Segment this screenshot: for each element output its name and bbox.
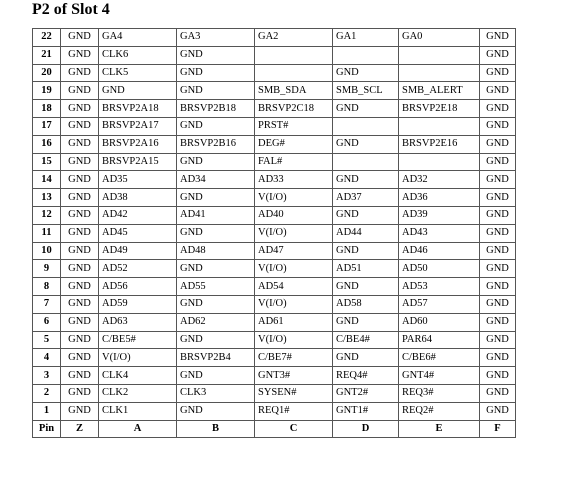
cell-f: GND	[480, 117, 516, 135]
cell-b: GND	[177, 402, 255, 420]
table-row	[33, 224, 516, 242]
page-title: P2 of Slot 4	[32, 1, 110, 18]
table-row	[33, 206, 516, 224]
cell-a: BRSVP2A16	[99, 135, 177, 153]
cell-pin: 3	[33, 367, 61, 385]
cell-f: GND	[480, 278, 516, 296]
cell-b: GND	[177, 331, 255, 349]
cell-e: AD43	[399, 224, 480, 242]
cell-b: GND	[177, 82, 255, 100]
cell-a: AD49	[99, 242, 177, 260]
cell-c: V(I/O)	[255, 224, 333, 242]
table-body	[33, 29, 516, 438]
cell-b: GND	[177, 224, 255, 242]
cell-a: C/BE5#	[99, 331, 177, 349]
table-row	[33, 295, 516, 313]
cell-c: AD40	[255, 206, 333, 224]
cell-e: GNT4#	[399, 367, 480, 385]
cell-e: AD32	[399, 171, 480, 189]
cell-c: V(I/O)	[255, 189, 333, 207]
cell-b: GND	[177, 189, 255, 207]
cell-f: GND	[480, 384, 516, 402]
table-row	[33, 171, 516, 189]
cell-d: AD44	[333, 224, 399, 242]
cell-pin: 18	[33, 100, 61, 118]
cell-a: GND	[99, 82, 177, 100]
table-row	[33, 331, 516, 349]
cell-c: GA2	[255, 29, 333, 47]
column-header-f: F	[480, 420, 516, 438]
cell-f: GND	[480, 171, 516, 189]
cell-b: BRSVP2B18	[177, 100, 255, 118]
cell-f: GND	[480, 313, 516, 331]
cell-b: BRSVP2B16	[177, 135, 255, 153]
cell-d: GNT2#	[333, 384, 399, 402]
cell-z: GND	[61, 206, 99, 224]
cell-c: REQ1#	[255, 402, 333, 420]
table-row	[33, 313, 516, 331]
cell-pin: 9	[33, 260, 61, 278]
cell-z: GND	[61, 117, 99, 135]
cell-c: AD33	[255, 171, 333, 189]
cell-a: AD35	[99, 171, 177, 189]
cell-d: GND	[333, 242, 399, 260]
column-header-e: E	[399, 420, 480, 438]
cell-pin: 16	[33, 135, 61, 153]
cell-e	[399, 46, 480, 64]
cell-d: C/BE4#	[333, 331, 399, 349]
cell-a: CLK6	[99, 46, 177, 64]
cell-d	[333, 117, 399, 135]
cell-f: GND	[480, 153, 516, 171]
cell-e: AD46	[399, 242, 480, 260]
cell-d: GND	[333, 64, 399, 82]
cell-pin: 2	[33, 384, 61, 402]
cell-e: C/BE6#	[399, 349, 480, 367]
column-header-c: C	[255, 420, 333, 438]
cell-b: GND	[177, 295, 255, 313]
column-header-z: Z	[61, 420, 99, 438]
cell-z: GND	[61, 100, 99, 118]
cell-e: AD36	[399, 189, 480, 207]
cell-f: GND	[480, 224, 516, 242]
cell-z: GND	[61, 349, 99, 367]
cell-z: GND	[61, 402, 99, 420]
cell-b: GND	[177, 260, 255, 278]
cell-d: AD37	[333, 189, 399, 207]
cell-b: AD62	[177, 313, 255, 331]
cell-f: GND	[480, 206, 516, 224]
cell-pin: 17	[33, 117, 61, 135]
cell-pin: 7	[33, 295, 61, 313]
table-row	[33, 153, 516, 171]
cell-c: BRSVP2C18	[255, 100, 333, 118]
cell-z: GND	[61, 242, 99, 260]
column-header-row	[33, 420, 516, 438]
cell-d: GND	[333, 171, 399, 189]
cell-c: PRST#	[255, 117, 333, 135]
cell-c: GNT3#	[255, 367, 333, 385]
cell-e: AD57	[399, 295, 480, 313]
cell-f: GND	[480, 135, 516, 153]
cell-e: AD39	[399, 206, 480, 224]
cell-a: CLK4	[99, 367, 177, 385]
cell-z: GND	[61, 153, 99, 171]
cell-c: AD54	[255, 278, 333, 296]
table-row	[33, 402, 516, 420]
cell-c	[255, 64, 333, 82]
column-header-b: B	[177, 420, 255, 438]
cell-z: GND	[61, 295, 99, 313]
cell-b: AD41	[177, 206, 255, 224]
cell-a: BRSVP2A17	[99, 117, 177, 135]
table-row	[33, 278, 516, 296]
cell-pin: 19	[33, 82, 61, 100]
cell-z: GND	[61, 82, 99, 100]
cell-d: GND	[333, 100, 399, 118]
cell-c: AD61	[255, 313, 333, 331]
cell-b: GND	[177, 46, 255, 64]
cell-f: GND	[480, 260, 516, 278]
cell-pin: 8	[33, 278, 61, 296]
cell-e: PAR64	[399, 331, 480, 349]
cell-pin: 10	[33, 242, 61, 260]
table-row	[33, 100, 516, 118]
cell-c: AD47	[255, 242, 333, 260]
cell-f: GND	[480, 82, 516, 100]
cell-d: GNT1#	[333, 402, 399, 420]
cell-pin: 1	[33, 402, 61, 420]
cell-z: GND	[61, 135, 99, 153]
cell-d: GND	[333, 313, 399, 331]
cell-a: AD42	[99, 206, 177, 224]
cell-z: GND	[61, 331, 99, 349]
table-row	[33, 242, 516, 260]
cell-a: AD38	[99, 189, 177, 207]
cell-z: GND	[61, 171, 99, 189]
cell-pin: 11	[33, 224, 61, 242]
cell-z: GND	[61, 367, 99, 385]
cell-a: CLK2	[99, 384, 177, 402]
pin-assignment-table	[32, 28, 516, 438]
cell-f: GND	[480, 242, 516, 260]
cell-b: GA3	[177, 29, 255, 47]
cell-pin: 6	[33, 313, 61, 331]
cell-a: BRSVP2A15	[99, 153, 177, 171]
cell-pin: 21	[33, 46, 61, 64]
cell-z: GND	[61, 64, 99, 82]
cell-pin: 14	[33, 171, 61, 189]
cell-e	[399, 117, 480, 135]
cell-e: SMB_ALERT	[399, 82, 480, 100]
cell-c: SYSEN#	[255, 384, 333, 402]
cell-pin: 4	[33, 349, 61, 367]
cell-d: SMB_SCL	[333, 82, 399, 100]
cell-e	[399, 64, 480, 82]
cell-d: GND	[333, 135, 399, 153]
cell-z: GND	[61, 29, 99, 47]
cell-d: REQ4#	[333, 367, 399, 385]
cell-pin: 15	[33, 153, 61, 171]
cell-a: AD63	[99, 313, 177, 331]
column-header-a: A	[99, 420, 177, 438]
cell-f: GND	[480, 295, 516, 313]
cell-d: GND	[333, 278, 399, 296]
cell-pin: 20	[33, 64, 61, 82]
cell-f: GND	[480, 331, 516, 349]
cell-pin: 12	[33, 206, 61, 224]
cell-b: GND	[177, 117, 255, 135]
cell-f: GND	[480, 64, 516, 82]
cell-z: GND	[61, 46, 99, 64]
cell-a: CLK1	[99, 402, 177, 420]
cell-z: GND	[61, 189, 99, 207]
cell-a: V(I/O)	[99, 349, 177, 367]
cell-a: CLK5	[99, 64, 177, 82]
cell-f: GND	[480, 367, 516, 385]
cell-b: BRSVP2B4	[177, 349, 255, 367]
cell-c: V(I/O)	[255, 260, 333, 278]
cell-e: BRSVP2E16	[399, 135, 480, 153]
cell-f: GND	[480, 349, 516, 367]
cell-e	[399, 153, 480, 171]
column-header-pin: Pin	[33, 420, 61, 438]
table-row	[33, 384, 516, 402]
cell-d: GND	[333, 206, 399, 224]
cell-b: GND	[177, 367, 255, 385]
cell-d: GA1	[333, 29, 399, 47]
cell-z: GND	[61, 384, 99, 402]
column-header-d: D	[333, 420, 399, 438]
cell-e: AD50	[399, 260, 480, 278]
cell-d: AD58	[333, 295, 399, 313]
cell-b: CLK3	[177, 384, 255, 402]
cell-b: AD34	[177, 171, 255, 189]
cell-z: GND	[61, 224, 99, 242]
cell-c: V(I/O)	[255, 295, 333, 313]
cell-d: GND	[333, 349, 399, 367]
cell-c: V(I/O)	[255, 331, 333, 349]
cell-c: DEG#	[255, 135, 333, 153]
cell-e: GA0	[399, 29, 480, 47]
cell-d	[333, 46, 399, 64]
cell-b: AD55	[177, 278, 255, 296]
table-row	[33, 117, 516, 135]
cell-d	[333, 153, 399, 171]
cell-z: GND	[61, 278, 99, 296]
cell-e: REQ2#	[399, 402, 480, 420]
table-row	[33, 367, 516, 385]
cell-a: GA4	[99, 29, 177, 47]
cell-z: GND	[61, 260, 99, 278]
cell-f: GND	[480, 189, 516, 207]
cell-f: GND	[480, 29, 516, 47]
table-row	[33, 29, 516, 47]
cell-c	[255, 46, 333, 64]
cell-b: AD48	[177, 242, 255, 260]
cell-pin: 22	[33, 29, 61, 47]
table-row	[33, 82, 516, 100]
cell-c: C/BE7#	[255, 349, 333, 367]
cell-pin: 5	[33, 331, 61, 349]
table-row	[33, 64, 516, 82]
cell-a: BRSVP2A18	[99, 100, 177, 118]
cell-a: AD59	[99, 295, 177, 313]
cell-f: GND	[480, 100, 516, 118]
cell-e: REQ3#	[399, 384, 480, 402]
cell-e: AD53	[399, 278, 480, 296]
cell-b: GND	[177, 64, 255, 82]
cell-f: GND	[480, 402, 516, 420]
cell-a: AD52	[99, 260, 177, 278]
cell-a: AD45	[99, 224, 177, 242]
cell-e: BRSVP2E18	[399, 100, 480, 118]
table-row	[33, 260, 516, 278]
cell-c: FAL#	[255, 153, 333, 171]
cell-f: GND	[480, 46, 516, 64]
table-row	[33, 135, 516, 153]
table-row	[33, 189, 516, 207]
cell-pin: 13	[33, 189, 61, 207]
table-row	[33, 349, 516, 367]
cell-c: SMB_SDA	[255, 82, 333, 100]
cell-a: AD56	[99, 278, 177, 296]
cell-b: GND	[177, 153, 255, 171]
table-row	[33, 46, 516, 64]
cell-e: AD60	[399, 313, 480, 331]
cell-d: AD51	[333, 260, 399, 278]
cell-z: GND	[61, 313, 99, 331]
